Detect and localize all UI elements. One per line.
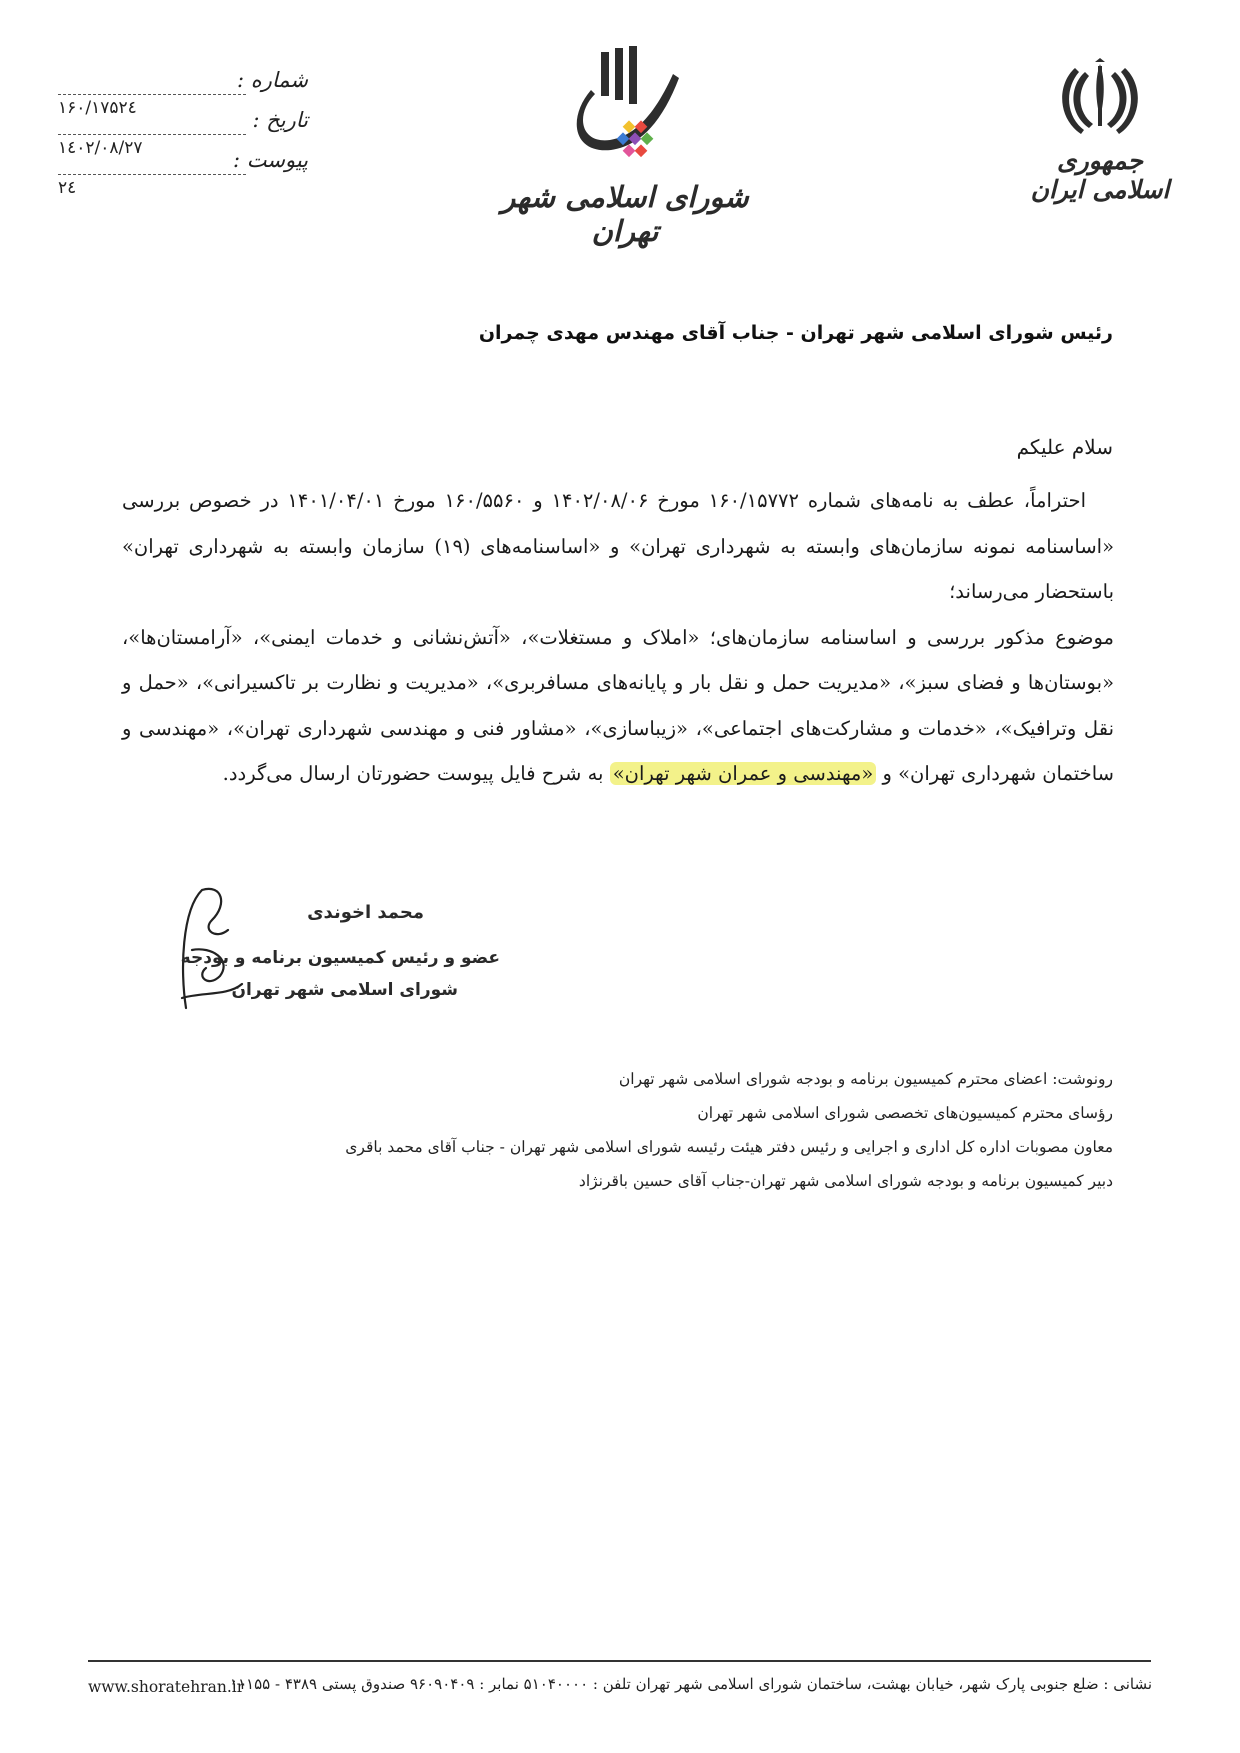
signatory-title: عضو و رئیس کمیسیون برنامه و بودجه	[180, 948, 500, 968]
footer-divider	[88, 1660, 1151, 1662]
signature-block	[180, 880, 500, 1030]
number-dotted-line	[58, 94, 246, 95]
copy-recipient: معاون مصوبات اداره کل اداری و اجرایی و رئیس دفتر هیئت رئیسه شورای اسلامی شهر تهران - جناب آقای محمد باقری	[345, 1138, 1113, 1156]
signatory-organization: شورای اسلامی شهر تهران	[231, 980, 458, 1000]
attachment-label: پیوست :	[233, 148, 308, 172]
attachment-dotted-line	[58, 174, 246, 175]
date-row	[58, 108, 308, 158]
body-paragraph-2-text: موضوع مذکور بررسی و اساسنامه سازمان‌های؛ «املاک و مستغلات»، «آتش‌نشانی و خدمات ایمنی»، «آرامستان‌ها»، «بوستان‌ها و فضای سبز»، «مدیریت حمل و نقل بار و پایانه‌های مسافربری»، «مدیریت و نظارت بر تاکسیرانی»، «حمل و نقل وترافیک»، «خدمات و مشارکت‌های اجتماعی»، «زیباسازی»، «مشاور فنی و مهندسی شهرداری تهران»، «مهندسی و ساختمان شهرداری تهران» و	[122, 625, 1114, 785]
copy-recipient: رونوشت: اعضای محترم کمیسیون برنامه و بودجه شورای اسلامی شهر تهران	[618, 1070, 1113, 1088]
copy-recipient: دبیر کمیسیون برنامه و بودجه شورای اسلامی شهر تهران-جناب آقای حسین باقرنژاد	[578, 1172, 1113, 1190]
body-paragraph-1: احتراماً، عطف به نامه‌های شماره ۱۶۰/۱۵۷۷۲ مورخ ۱۴۰۲/۰۸/۰۶ و ۱۶۰/۵۵۶۰ مورخ ۱۴۰۱/۰۴/۰۱ در خصوص بررسی «اساسنامه نمونه سازمان‌های وابسته به شهرداری تهران» و «اساسنامه‌های (۱۹) سازمان وابسته به شهرداری تهران» باستحضار می‌رساند؛	[122, 489, 1115, 603]
addressee-line: رئیس شورای اسلامی شهر تهران - جناب آقای مهندس مهدی چمران	[478, 322, 1113, 344]
body-paragraph-2-closing: به شرح فایل پیوست حضورتان ارسال می‌گردد.	[222, 762, 610, 785]
greeting: سلام علیکم	[1016, 435, 1113, 459]
copy-recipient: رؤسای محترم کمیسیون‌های تخصصی شورای اسلامی شهر تهران	[697, 1104, 1113, 1122]
council-emblem-icon	[555, 44, 695, 174]
attachment-row	[58, 148, 308, 198]
number-row	[58, 68, 308, 118]
date-dotted-line	[58, 134, 246, 135]
attachment-value: ۲٤	[58, 178, 77, 198]
date-label: تاریخ :	[252, 108, 308, 132]
footer-address: نشانی : ضلع جنوبی پارک شهر، خیابان بهشت، ساختمان شورای اسلامی شهر تهران تلفن : ۵۱۰۴۰۰۰۰ نمابر : ۹۶۰۹۰۴۰۹ صندوق پستی ۴۳۸۹ - ۱۱۱۵۵	[229, 1675, 1152, 1693]
body-paragraph-2	[122, 615, 1114, 797]
iran-caption: جمهوری اسلامی ایران	[1030, 146, 1170, 204]
date-value: ۱٤۰۲/۰۸/۲۷	[58, 138, 143, 158]
letter-body	[122, 478, 1114, 797]
highlighted-organization: «مهندسی و عمران شهر تهران»	[610, 762, 877, 785]
letter-meta	[58, 68, 308, 198]
iran-emblem	[1020, 58, 1180, 204]
footer-website: www.shoratehran.ir	[88, 1678, 245, 1696]
iran-emblem-icon	[1055, 58, 1145, 138]
council-logo	[500, 44, 750, 248]
number-value: ۱۶۰/۱۷۵۲٤	[58, 98, 137, 118]
council-caption: شورای اسلامی شهر تهران	[501, 180, 749, 248]
signatory-name: محمد اخوندی	[307, 902, 424, 923]
copies-list	[213, 1062, 1113, 1198]
number-label: شماره :	[236, 68, 308, 92]
